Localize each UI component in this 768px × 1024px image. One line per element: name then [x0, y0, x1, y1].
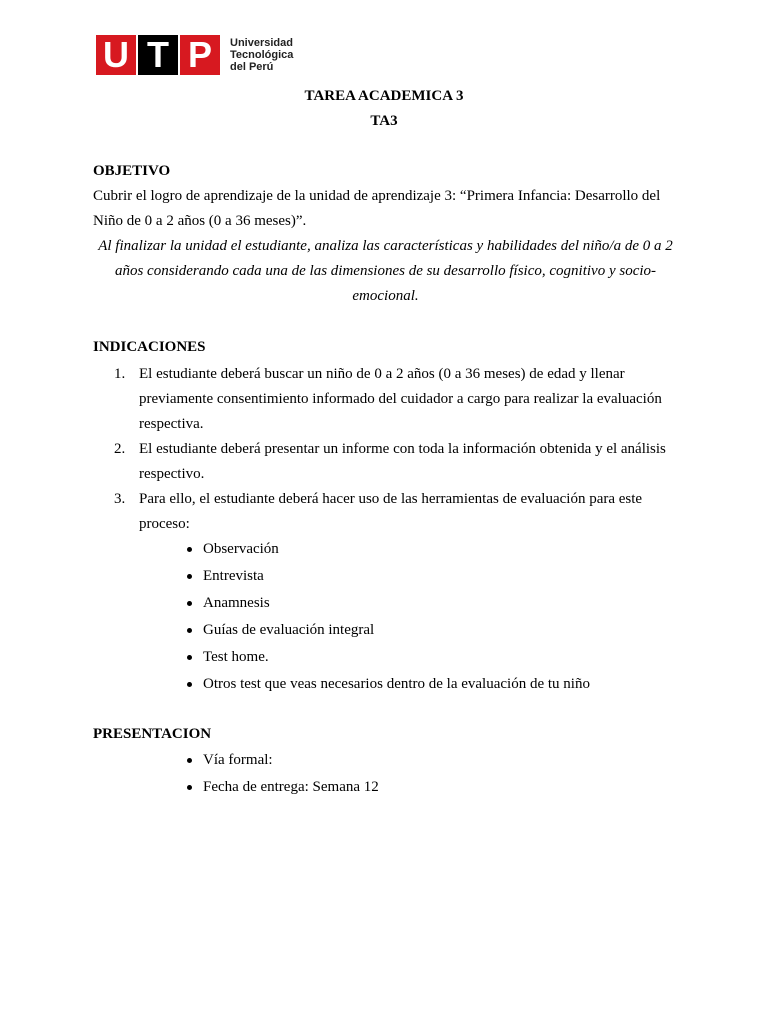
logo-text — [230, 37, 293, 73]
indicacion-number: 1. — [114, 366, 126, 382]
indicacion-item — [93, 362, 668, 437]
indicaciones-list — [93, 362, 668, 537]
indicacion-item — [93, 437, 668, 487]
presentacion-item: Vía formal: — [185, 747, 379, 774]
tool-item: Observación — [185, 536, 590, 563]
indicacion-text: Para ello, el estudiante deberá hacer uso de las herramientas de evaluación para este proceso: — [139, 491, 643, 532]
presentacion-list — [185, 747, 379, 801]
logo-letter-t: T — [138, 35, 178, 75]
document-title: TAREA ACADEMICA 3 — [304, 88, 464, 104]
logo-text-line-1: Universidad — [230, 37, 293, 49]
tool-item: Entrevista — [185, 563, 590, 590]
indicacion-text: El estudiante deberá presentar un informe con toda la información obtenida y el análisis respectivo. — [139, 441, 666, 482]
indicacion-number: 3. — [114, 491, 126, 507]
tool-item: Otros test que veas necesarios dentro de la evaluación de tu niño — [185, 671, 590, 698]
tools-list — [185, 536, 590, 698]
presentacion-item: Fecha de entrega: Semana 12 — [185, 774, 379, 801]
tool-item: Guías de evaluación integral — [185, 617, 590, 644]
indicaciones-heading: INDICACIONES — [93, 339, 206, 355]
indicacion-number: 2. — [114, 441, 126, 457]
document-subtitle: TA3 — [370, 113, 398, 129]
utp-logo — [96, 35, 293, 75]
tool-item: Test home. — [185, 644, 590, 671]
indicacion-item — [93, 487, 668, 537]
logo-letter-p: P — [180, 35, 220, 75]
objetivo-italic-text: Al finalizar la unidad el estudiante, analiza las características y habilidades del niño/a de 0 a 2 años considerando cada una de las dimensiones de su desarrollo físico, cognitivo y socio-emocional. — [98, 238, 673, 304]
objetivo-heading: OBJETIVO — [93, 163, 171, 179]
logo-text-line-2: Tecnológica — [230, 49, 294, 61]
logo-letter-u: U — [96, 35, 136, 75]
presentacion-heading: PRESENTACION — [93, 726, 212, 742]
logo-text-line-3: del Perú — [230, 61, 274, 73]
tool-item: Anamnesis — [185, 590, 590, 617]
objetivo-text: Cubrir el logro de aprendizaje de la unidad de aprendizaje 3: “Primera Infancia: Desarrollo del Niño de 0 a 2 años (0 a 36 meses)”. — [93, 188, 661, 229]
indicacion-text: El estudiante deberá buscar un niño de 0 a 2 años (0 a 36 meses) de edad y llenar previamente consentimiento informado del cuidador a cargo para realizar la evaluación respectiva. — [139, 366, 662, 432]
